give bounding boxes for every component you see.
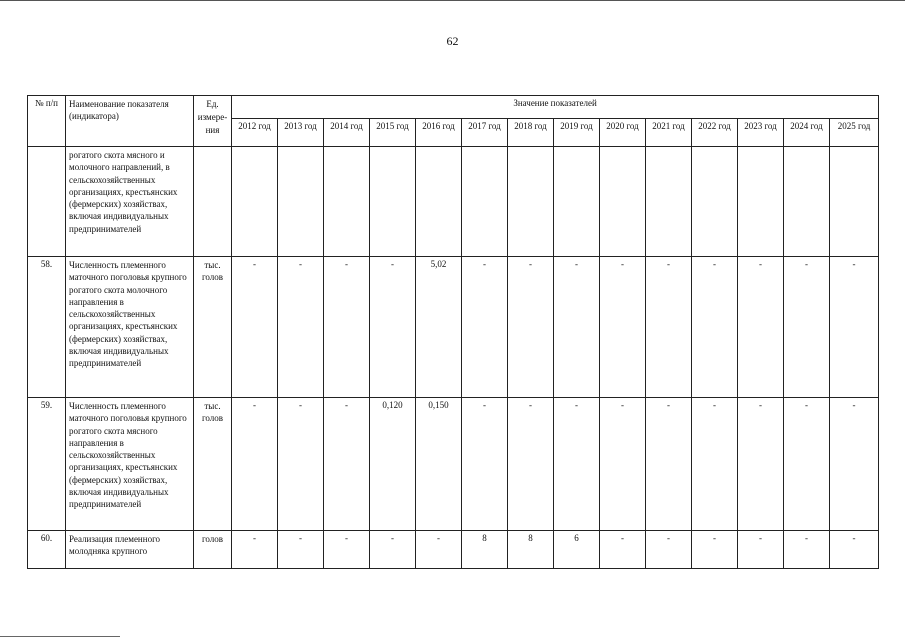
value-cell: 0,120 (370, 398, 416, 531)
value-cell: - (232, 257, 278, 398)
table-row (28, 147, 879, 257)
value-cell (370, 147, 416, 257)
value-cell: - (646, 257, 692, 398)
year-header: 2019 год (554, 119, 600, 147)
year-header: 2017 год (462, 119, 508, 147)
table-row (28, 531, 879, 569)
value-cell: - (830, 257, 879, 398)
value-cell: - (278, 257, 324, 398)
year-header: 2021 год (646, 119, 692, 147)
unit-cell: тыс. голов (194, 257, 232, 398)
value-cell (646, 147, 692, 257)
value-cell (324, 147, 370, 257)
value-cell: - (692, 398, 738, 531)
value-cell: - (784, 531, 830, 569)
value-cell: 5,02 (416, 257, 462, 398)
header-values-group: Значение показателей (232, 96, 879, 119)
value-cell (278, 147, 324, 257)
year-header: 2012 год (232, 119, 278, 147)
value-cell (738, 147, 784, 257)
value-cell: - (416, 531, 462, 569)
value-cell (508, 147, 554, 257)
value-cell: - (324, 398, 370, 531)
value-cell: - (324, 531, 370, 569)
value-cell: - (738, 257, 784, 398)
value-cell: - (508, 398, 554, 531)
header-row (28, 96, 879, 119)
row-number: 59. (28, 398, 66, 531)
value-cell (830, 147, 879, 257)
value-cell: - (738, 398, 784, 531)
year-header: 2018 год (508, 119, 554, 147)
year-header: 2015 год (370, 119, 416, 147)
value-cell: 8 (508, 531, 554, 569)
table-row (28, 257, 879, 398)
value-cell: - (370, 531, 416, 569)
value-cell: 8 (462, 531, 508, 569)
value-cell (600, 147, 646, 257)
value-cell: - (784, 398, 830, 531)
row-number: 60. (28, 531, 66, 569)
value-cell: - (600, 398, 646, 531)
header-indicator-name: Наименование показателя (индикатора) (66, 96, 194, 147)
value-cell: - (554, 398, 600, 531)
value-cell: - (554, 257, 600, 398)
value-cell: - (370, 257, 416, 398)
value-cell (554, 147, 600, 257)
value-cell (416, 147, 462, 257)
value-cell: - (462, 257, 508, 398)
value-cell: - (324, 257, 370, 398)
value-cell: - (784, 257, 830, 398)
page-top-border (0, 0, 905, 1)
year-header: 2020 год (600, 119, 646, 147)
value-cell: - (692, 531, 738, 569)
header-number: № п/п (28, 96, 66, 147)
page-bottom-mark (0, 636, 120, 637)
value-cell: - (508, 257, 554, 398)
unit-cell: голов (194, 531, 232, 569)
value-cell: 0,150 (416, 398, 462, 531)
year-header: 2024 год (784, 119, 830, 147)
value-cell: - (646, 398, 692, 531)
indicator-name: Численность племенного маточного поголовья крупного рогатого скота молочного направления в сельскохозяйственных организациях, крестьянских (фермерских) хозяйствах, включая индивидуальных предпринимателей (66, 257, 194, 398)
value-cell: - (830, 531, 879, 569)
value-cell: - (830, 398, 879, 531)
value-cell: - (462, 398, 508, 531)
indicators-table (27, 95, 879, 569)
indicator-name: рогатого скота мясного и молочного направлений, в сельскохозяйственных организациях, крестьянских (фермерских) хозяйствах, включая индивидуальных предпринимателей (66, 147, 194, 257)
row-number (28, 147, 66, 257)
unit-cell (194, 147, 232, 257)
indicator-name: Реализация племенного молодняка крупного (66, 531, 194, 569)
value-cell (784, 147, 830, 257)
unit-cell: тыс. голов (194, 398, 232, 531)
value-cell: - (278, 398, 324, 531)
year-header: 2022 год (692, 119, 738, 147)
row-number: 58. (28, 257, 66, 398)
value-cell: - (232, 531, 278, 569)
value-cell: - (600, 531, 646, 569)
year-header: 2013 год (278, 119, 324, 147)
page-number: 62 (446, 34, 459, 48)
table-row (28, 398, 879, 531)
value-cell: - (738, 531, 784, 569)
value-cell: - (278, 531, 324, 569)
value-cell: 6 (554, 531, 600, 569)
value-cell: - (600, 257, 646, 398)
value-cell: - (232, 398, 278, 531)
indicator-name: Численность племенного маточного поголовья крупного рогатого скота мясного направления в сельскохозяйственных организациях, крестьянских (фермерских) хозяйствах, включая индивидуальных предпринимателей (66, 398, 194, 531)
year-header: 2014 год (324, 119, 370, 147)
value-cell (232, 147, 278, 257)
value-cell (692, 147, 738, 257)
value-cell: - (692, 257, 738, 398)
year-header: 2023 год (738, 119, 784, 147)
value-cell: - (646, 531, 692, 569)
year-header: 2016 год (416, 119, 462, 147)
value-cell (462, 147, 508, 257)
header-unit: Ед. измере- ния (194, 96, 232, 147)
year-header: 2025 год (830, 119, 879, 147)
